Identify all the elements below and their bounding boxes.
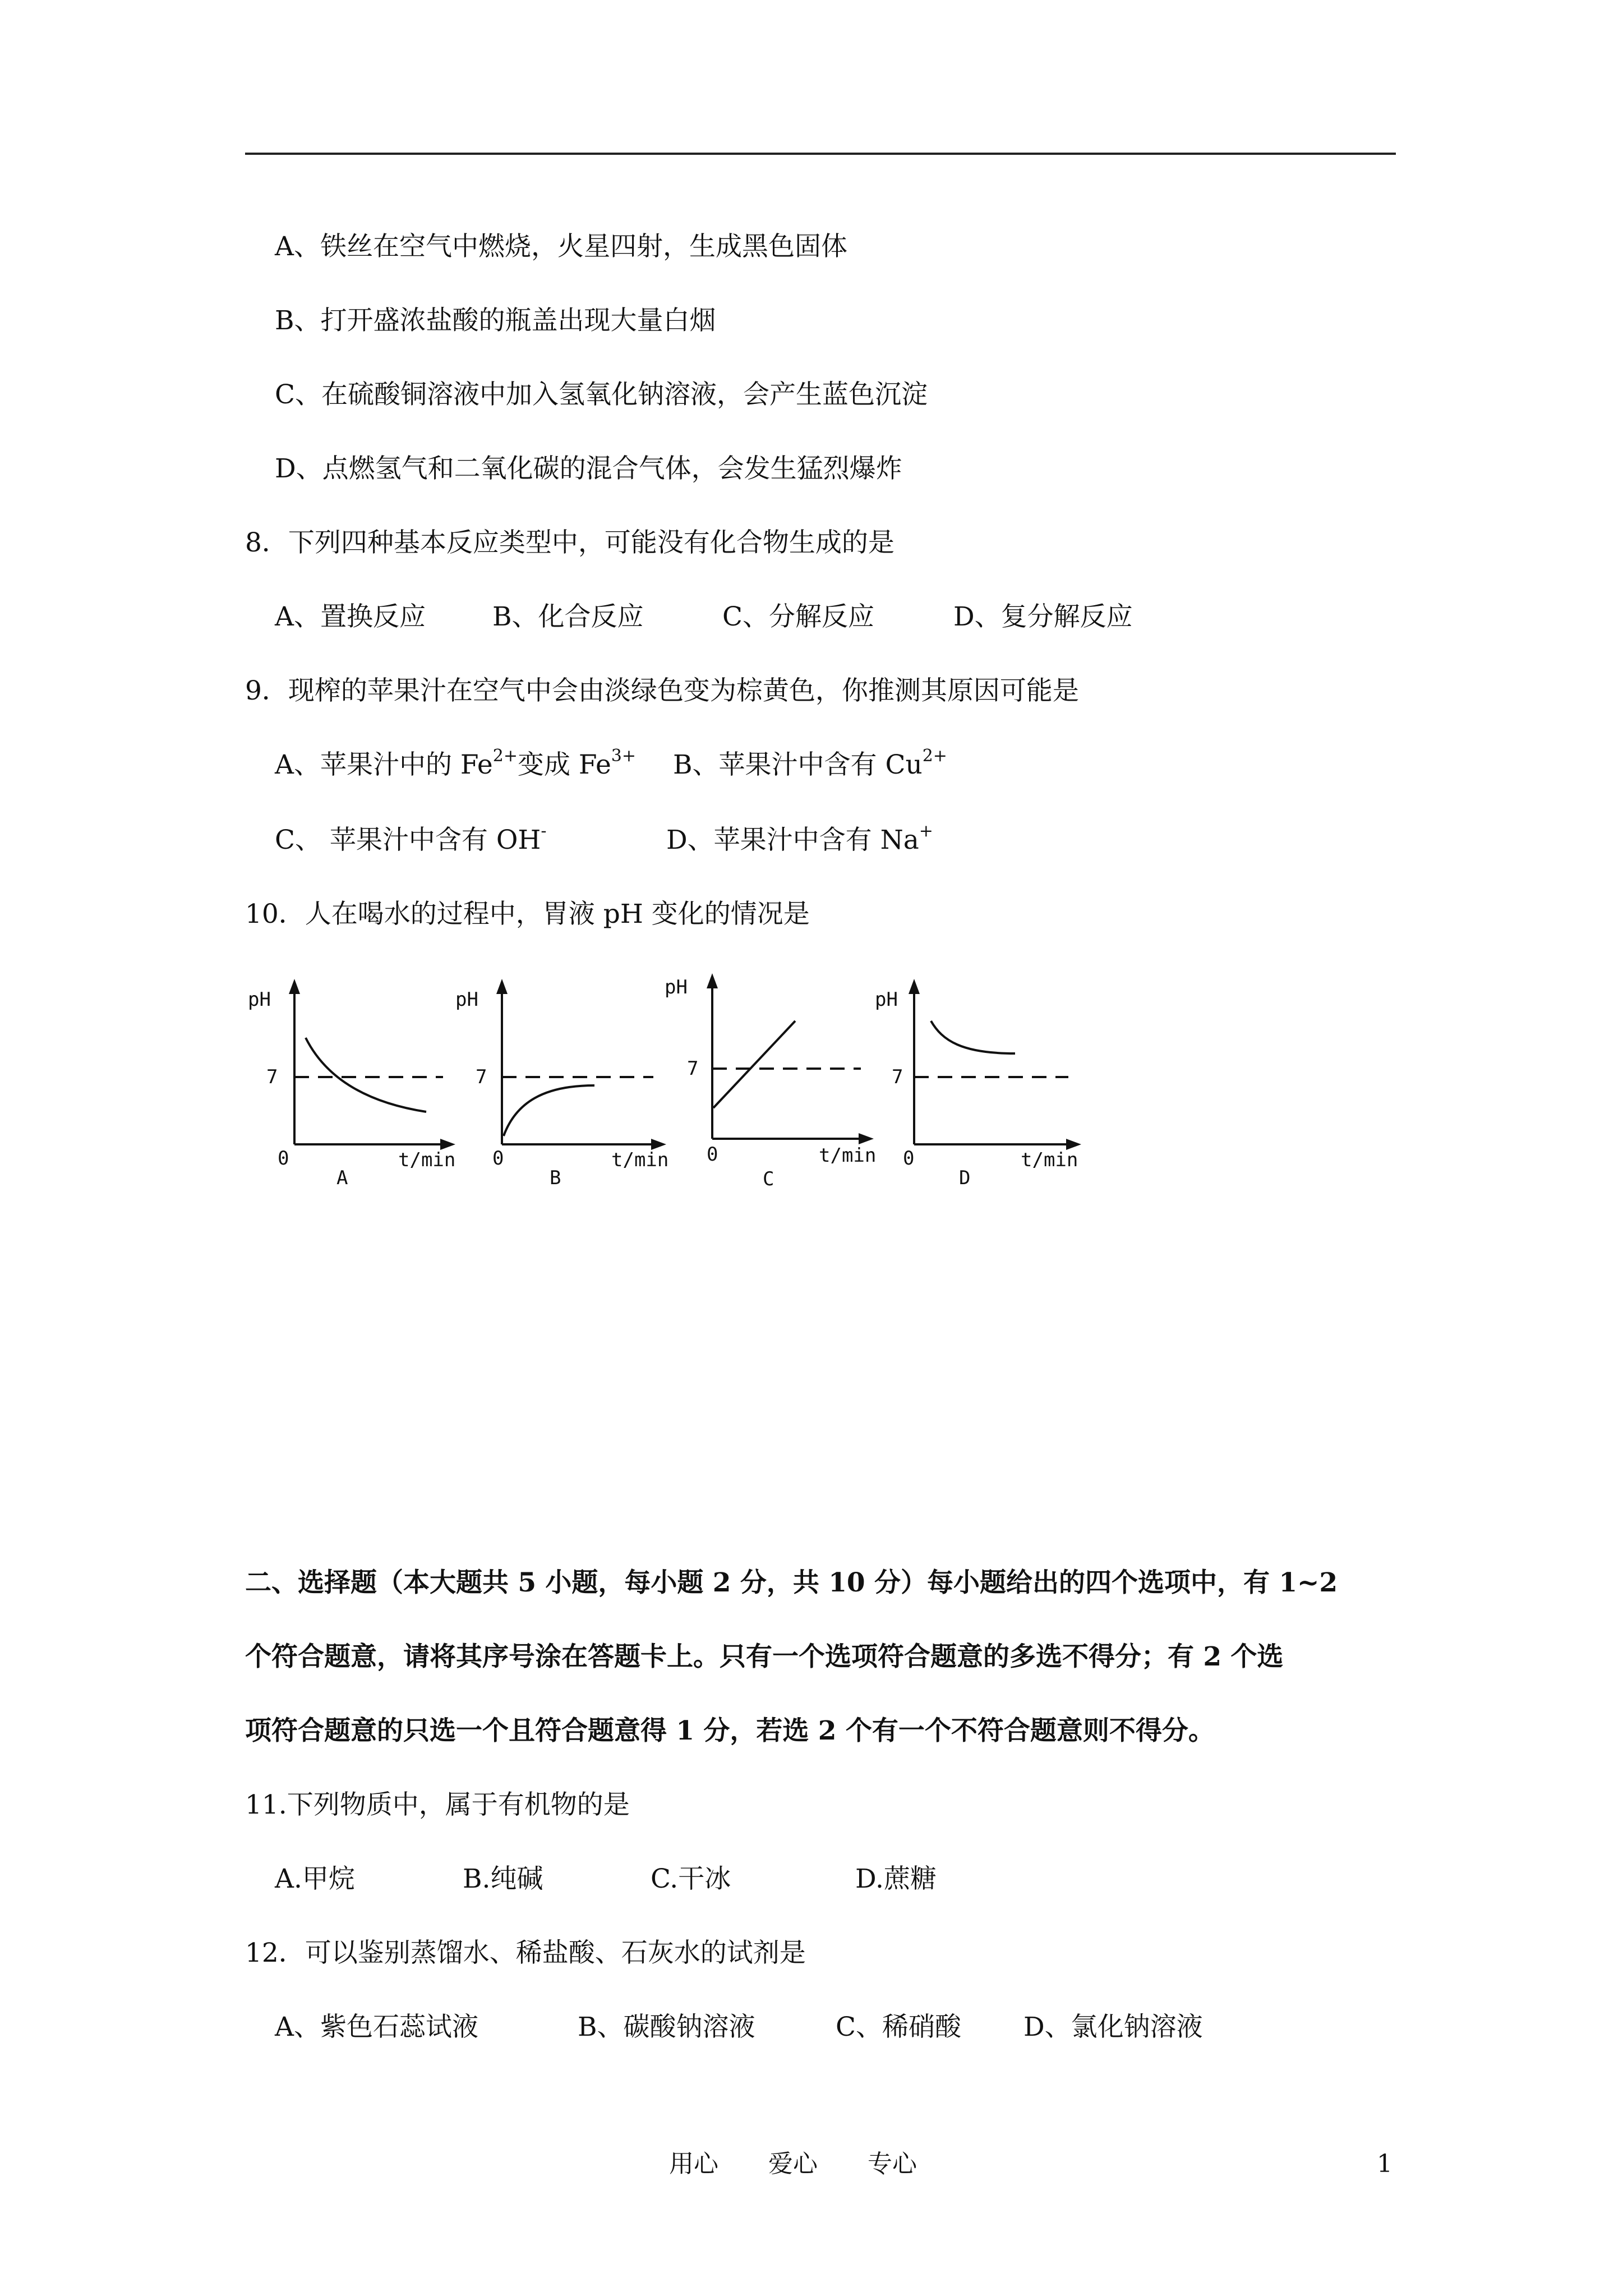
graph-c-origin: 0 [707, 1143, 718, 1166]
footer-motto-2: 爱心 [768, 2150, 818, 2178]
q12-option-d: D、氯化钠溶液 [1023, 2012, 1203, 2042]
section2-line3: 项符合题意的只选一个且符合题意得 1 分，若选 2 个有一个不符合题意则不得分。 [245, 1715, 1215, 1746]
graph-a-curve [306, 1038, 426, 1112]
graph-b-ylabel: pH [455, 988, 478, 1011]
q9-option-a: A、苹果汁中的 $Fe^{2+}$变成 $Fe^{3+}$ [275, 746, 637, 780]
graph-c-xlabel: t/min [819, 1144, 877, 1167]
header-rule [245, 153, 1396, 155]
q9-option-c: C、 苹果汁中含有 OH- [275, 821, 547, 855]
graph-a-xlabel: t/min [398, 1149, 456, 1171]
graph-d-ref-label: 7 [892, 1066, 903, 1088]
graph-a-y-arrow [289, 979, 300, 994]
ph-graph-b [454, 976, 679, 1212]
graph-a-ylabel: pH [248, 988, 271, 1011]
graph-a-label: A [336, 1167, 348, 1189]
footer-motto-3: 专心 [868, 2150, 917, 2178]
graph-c-y-arrow [707, 973, 718, 988]
q11-stem: 11.下列物质中，属于有机物的是 [245, 1789, 630, 1820]
q8-option-a: A、置换反应 [275, 601, 426, 632]
graph-d-origin: 0 [903, 1147, 915, 1170]
q9-option-d: D、苹果汁中含有 Na+ [666, 821, 933, 855]
q9-stem: 9．现榨的苹果汁在空气中会由淡绿色变为棕黄色，你推测其原因可能是 [245, 675, 1079, 706]
footer-motto-1: 用心 [669, 2150, 718, 2178]
graph-c-line [713, 1021, 795, 1108]
q10-stem: 10．人在喝水的过程中，胃液 pH 变化的情况是 [245, 899, 810, 930]
graph-b-y-arrow [496, 979, 508, 994]
ph-graph-d [875, 976, 1102, 1212]
q12-option-a: A、紫色石蕊试液 [275, 2012, 478, 2042]
graph-c-svg [667, 976, 892, 1212]
q11-option-c: C.干冰 [651, 1864, 731, 1894]
graph-d-label: D [959, 1167, 971, 1189]
graph-a-ref-label: 7 [266, 1066, 278, 1088]
graph-b-origin: 0 [492, 1147, 504, 1170]
q8-option-c: C、分解反应 [722, 601, 874, 632]
graph-d-x-arrow [1066, 1139, 1081, 1150]
graph-b-xlabel: t/min [611, 1149, 669, 1171]
graph-d-curve [931, 1021, 1015, 1053]
q11-option-a: A.甲烷 [275, 1864, 355, 1894]
graph-a-origin: 0 [278, 1147, 289, 1170]
graph-a-x-arrow [440, 1139, 455, 1150]
q7-option-d: D、点燃氢气和二氧化碳的混合气体，会发生猛烈爆炸 [275, 453, 902, 484]
q8-stem: 8．下列四种基本反应类型中，可能没有化合物生成的是 [245, 527, 895, 558]
q11-option-b: B.纯碱 [463, 1864, 543, 1894]
graph-b-x-arrow [651, 1139, 666, 1150]
q12-stem: 12．可以鉴别蒸馏水、稀盐酸、石灰水的试剂是 [245, 1938, 806, 1968]
q7-option-b: B、打开盛浓盐酸的瓶盖出现大量白烟 [275, 305, 716, 336]
section2-line1: 二、选择题（本大题共 5 小题，每小题 2 分，共 10 分）每小题给出的四个选项中，有 1~2 [245, 1567, 1338, 1598]
ph-graph-c [667, 976, 892, 1212]
graph-c-x-arrow [859, 1133, 874, 1144]
q8-option-b: B、化合反应 [492, 601, 644, 632]
q8-option-d: D、复分解反应 [953, 601, 1133, 632]
graph-d-y-arrow [909, 979, 920, 994]
q11-option-d: D.蔗糖 [855, 1864, 937, 1894]
graph-b-svg [454, 976, 679, 1212]
section2-line2: 个符合题意，请将其序号涂在答题卡上。只有一个选项符合题意的多选不得分；有 2 个选 [245, 1641, 1284, 1672]
graph-a-svg [241, 976, 465, 1212]
graph-d-svg [878, 976, 1102, 1212]
graph-c-ylabel: pH [665, 976, 688, 999]
graph-d-ylabel: pH [875, 988, 898, 1011]
q12-option-b: B、碳酸钠溶液 [578, 2012, 755, 2042]
q12-option-c: C、稀硝酸 [836, 2012, 961, 2042]
q7-option-c: C、在硫酸铜溶液中加入氢氧化钠溶液，会产生蓝色沉淀 [275, 379, 928, 410]
graph-b-curve [504, 1085, 594, 1136]
graph-d-xlabel: t/min [1021, 1149, 1078, 1171]
ph-graph-a [241, 976, 465, 1212]
page-number: 1 [1377, 2150, 1393, 2178]
graph-b-label: B [550, 1167, 561, 1189]
graph-c-label: C [763, 1168, 774, 1190]
graph-c-ref-label: 7 [687, 1057, 699, 1080]
q9-option-b: B、苹果汁中含有 $Cu^{2+}$ [673, 746, 947, 780]
graph-b-ref-label: 7 [476, 1066, 487, 1088]
q7-option-a: A、铁丝在空气中燃烧，火星四射，生成黑色固体 [275, 231, 847, 262]
